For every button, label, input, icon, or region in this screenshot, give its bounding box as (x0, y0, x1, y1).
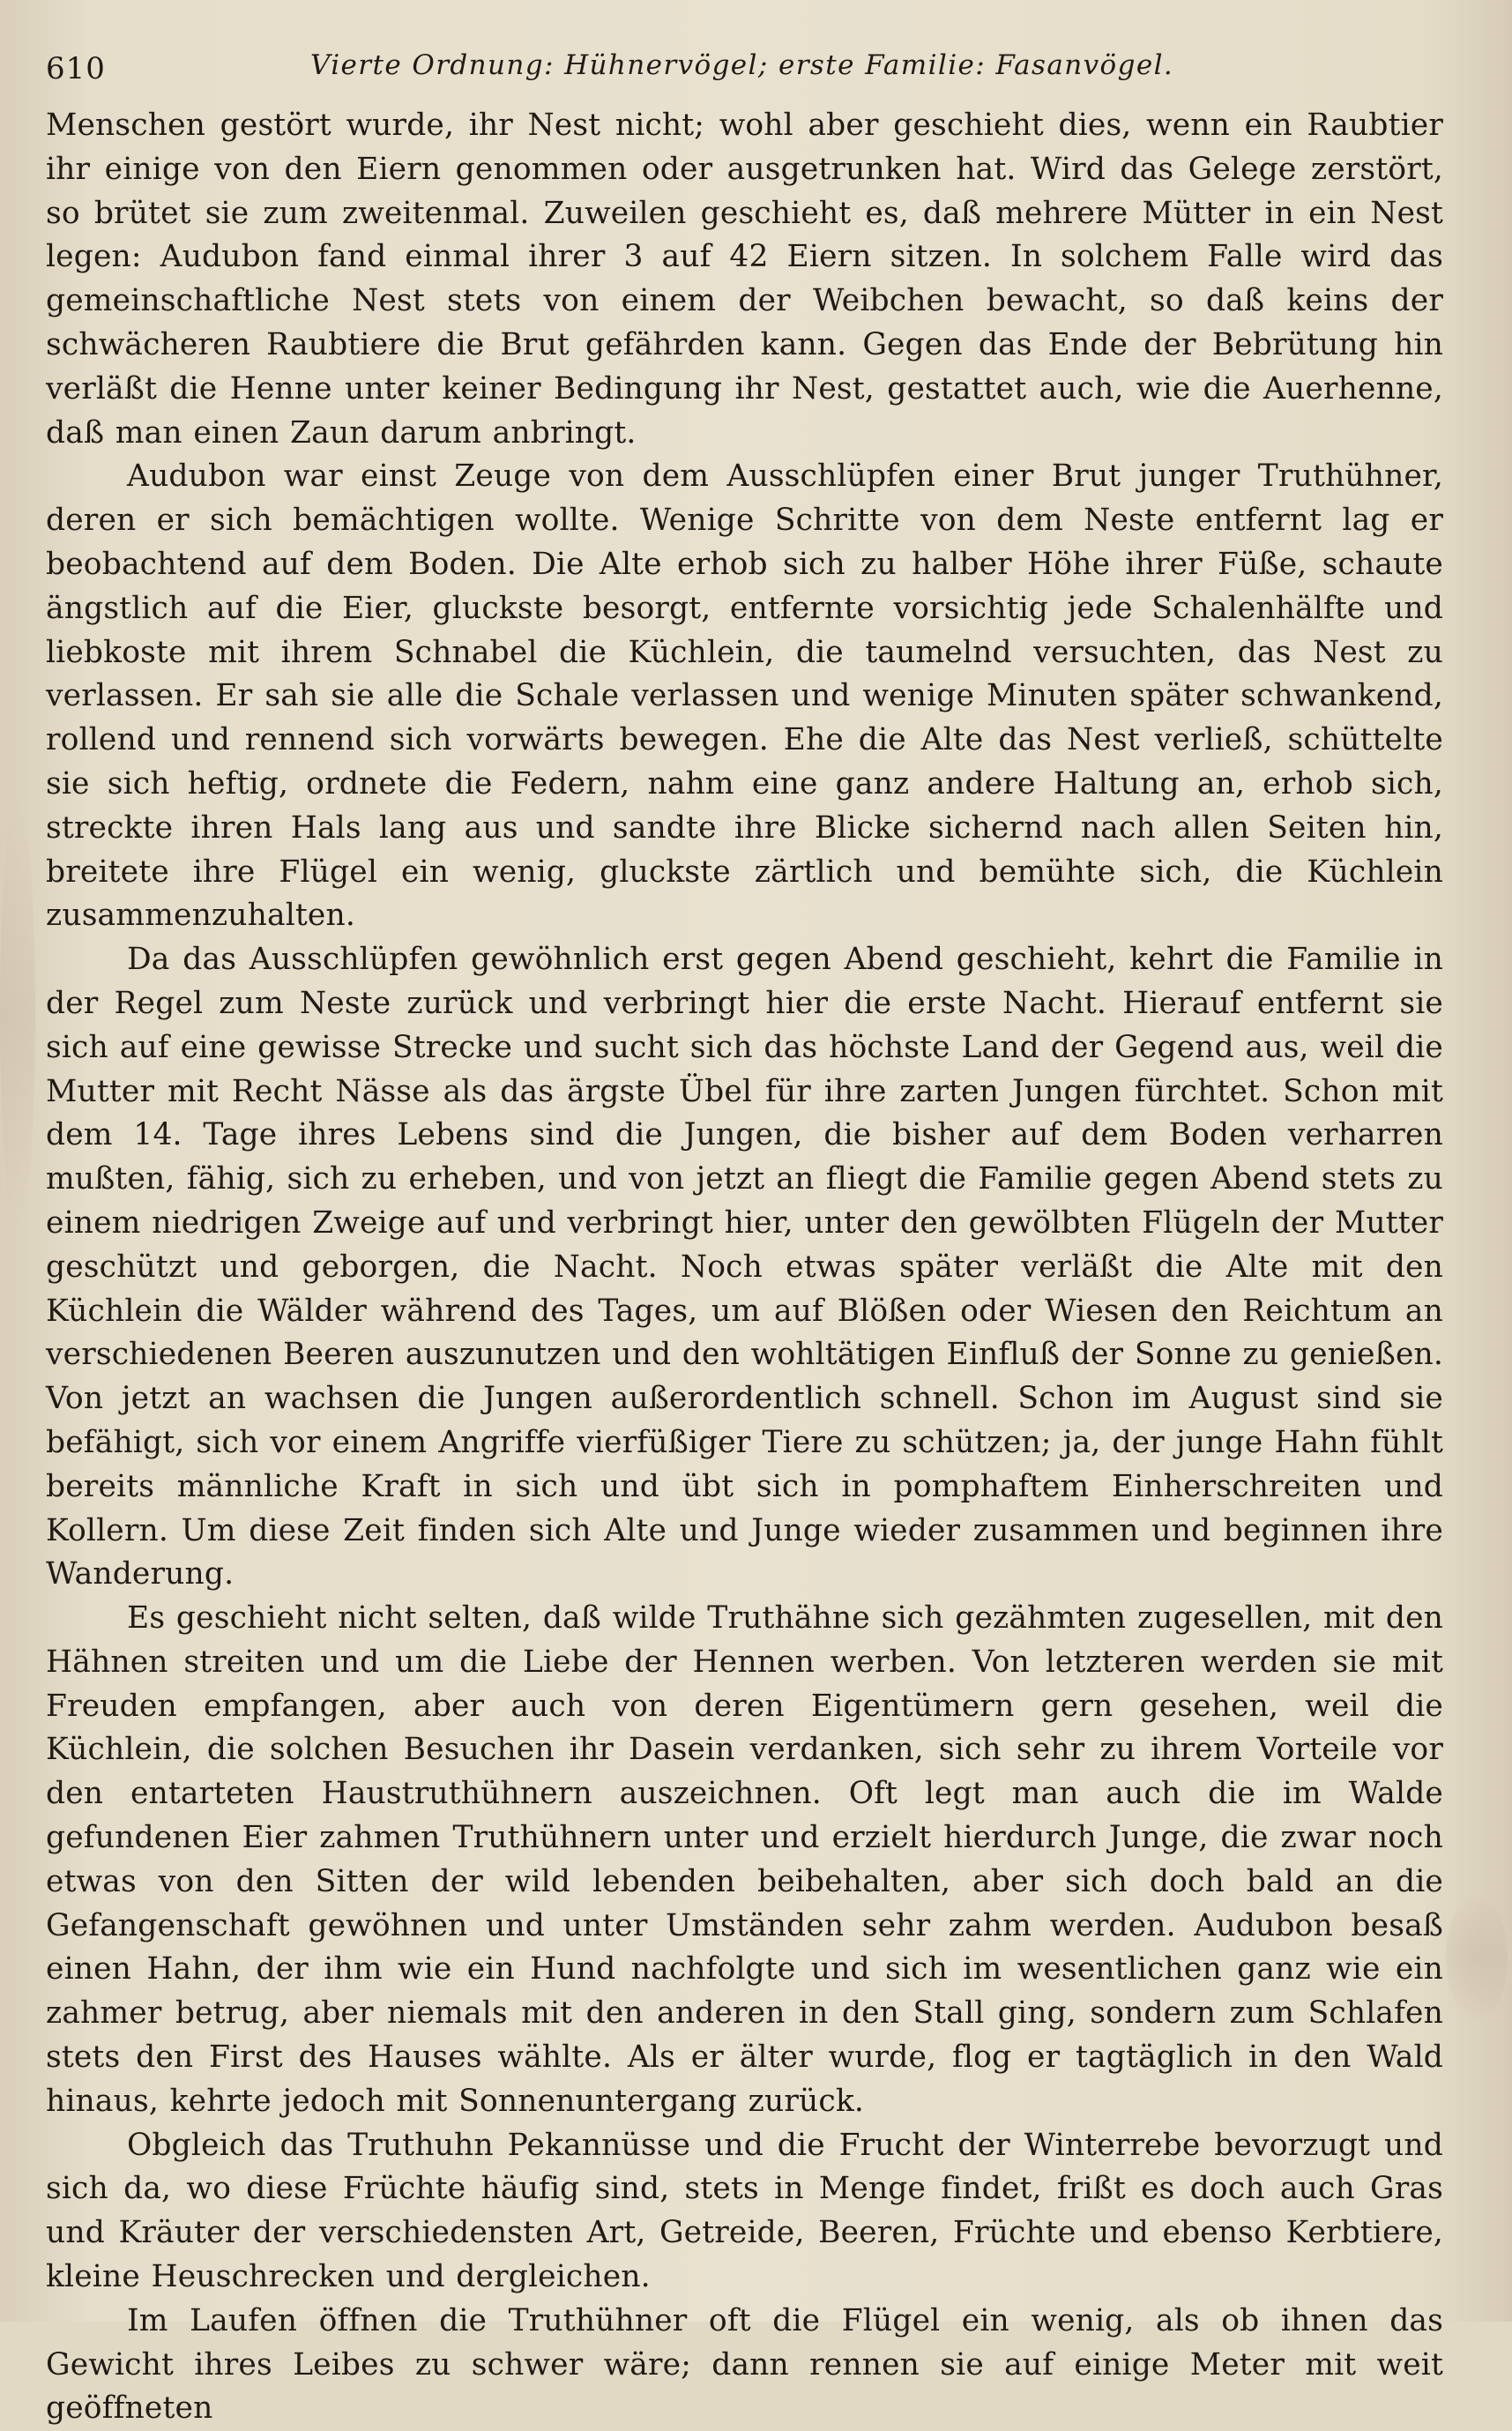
paper-shadow (0, 794, 35, 1234)
paper-stain (1446, 1896, 1508, 2019)
running-head: Vierte Ordnung: Hühnervögel; erste Familie: Fasanvögel. (310, 49, 1174, 81)
page-number: 610 (46, 51, 106, 86)
paragraph-6: Im Laufen öffnen die Truthühner oft die Flügel ein wenig, als ob ihnen das Gewicht ihres Leibes zu schwer wäre; dann rennen sie auf einige Meter mit weit geöffneten (46, 2302, 1443, 2427)
paragraph-4: Es geschieht nicht selten, daß wilde Truthähne sich gezähmten zugesellen, mit den Hähnen streiten und um die Liebe der Hennen werben. Von letzteren werden sie mit Freuden empfangen, aber auch von deren Eigentümern gern gesehen, weil die Küchlein, die solchen Besuchen ihr Dasein verdanken, sich sehr zu ihrem Vorteile vor den entarteten Haustruthühnern auszeichnen. Oft legt man auch die im Walde gefundenen Eier zahmen Truthühnern unter und erzielt hierdurch Junge, die zwar noch etwas von den Sitten der wild lebenden beibehalten, aber sich doch bald an die Gefangenschaft gewöhnen und unter Umständen sehr zahm werden. Audubon besaß einen Hahn, der ihm wie ein Hund nachfolgte und sich im wesentlichen ganz wie ein zahmer betrug, aber niemals mit den anderen in den Stall ging, sondern zum Schlafen stets den First des Hauses wählte. Als er älter wurde, flog er tagtäglich in den Wald hinaus, kehrte jedoch mit Sonnenuntergang zurück. (46, 1600, 1443, 2119)
body-text (46, 104, 1443, 2431)
paragraph-3: Da das Ausschlüpfen gewöhnlich erst gegen Abend geschieht, kehrt die Familie in der Regel zum Neste zurück und verbringt hier die erste Nacht. Hierauf entfernt sie sich auf eine gewisse Strecke und sucht sich das höchste Land der Gegend aus, weil die Mutter mit Recht Nässe als das ärgste Übel für ihre zarten Jungen fürchtet. Schon mit dem 14. Tage ihres Lebens sind die Jungen, die bisher auf dem Boden verharren mußten, fähig, sich zu erheben, und von jetzt an fliegt die Familie gegen Abend stets zu einem niedrigen Zweige auf und verbringt hier, unter den gewölbten Flügeln der Mutter geschützt und geborgen, die Nacht. Noch etwas später verläßt die Alte mit den Küchlein die Wälder während des Tages, um auf Blößen oder Wiesen den Reichtum an verschiedenen Beeren auszunutzen und den wohltätigen Einfluß der Sonne zu genießen. Von jetzt an wachsen die Jungen außerordentlich schnell. Schon im August sind sie befähigt, sich vor einem Angriffe vierfüßiger Tiere zu schützen; ja, der junge Hahn fühlt bereits männliche Kraft in sich und übt sich in pomphaftem Einherschreiten und Kollern. Um diese Zeit finden sich Alte und Junge wieder zusammen und beginnen ihre Wanderung. (46, 942, 1443, 1592)
page-header (46, 44, 1443, 97)
paragraph-1: Menschen gestört wurde, ihr Nest nicht; wohl aber geschieht dies, wenn ein Raubtier ihr einige von den Eiern genommen oder ausgetrunken hat. Wird das Gelege zerstört, so brütet sie zum zweitenmal. Zuweilen geschieht es, daß mehrere Mütter in ein Nest legen: Audubon fand einmal ihrer 3 auf 42 Eiern sitzen. In solchem Falle wird das gemeinschaftliche Nest stets von einem der Weibchen bewacht, so daß keins der schwächeren Raubtiere die Brut gefährden kann. Gegen das Ende der Bebrütung hin verläßt die Henne unter keiner Bedingung ihr Nest, gestattet auch, wie die Auerhenne, daß man einen Zaun darum anbringt. (46, 108, 1443, 451)
paragraph-5: Obgleich das Truthuhn Pekannüsse und die Frucht der Winterrebe bevorzugt und sich da, wo diese Früchte häufig sind, stets in Menge findet, frißt es doch auch Gras und Kräuter der verschiedensten Art, Getreide, Beeren, Früchte und ebenso Kerbtiere, kleine Heuschrecken und dergleichen. (46, 2127, 1443, 2295)
paragraph-2: Audubon war einst Zeuge von dem Ausschlüpfen einer Brut junger Truthühner, deren er sich bemächtigen wollte. Wenige Schritte von dem Neste entfernt lag er beobachtend auf dem Boden. Die Alte erhob sich zu halber Höhe ihrer Füße, schaute ängstlich auf die Eier, gluckste besorgt, entfernte vorsichtig jede Schalenhälfte und liebkoste mit ihrem Schnabel die Küchlein, die taumelnd versuchten, das Nest zu verlassen. Er sah sie alle die Schale verlassen und wenige Minuten später schwankend, rollend und rennend sich vorwärts bewegen. Ehe die Alte das Nest verließ, schüttelte sie sich heftig, ordnete die Federn, nahm eine ganz andere Haltung an, erhob sich, streckte ihren Hals lang aus und sandte ihre Blicke sichernd nach allen Seiten hin, breitete ihre Flügel ein wenig, gluckste zärtlich und bemühte sich, die Küchlein zusammenzuhalten. (46, 459, 1443, 934)
